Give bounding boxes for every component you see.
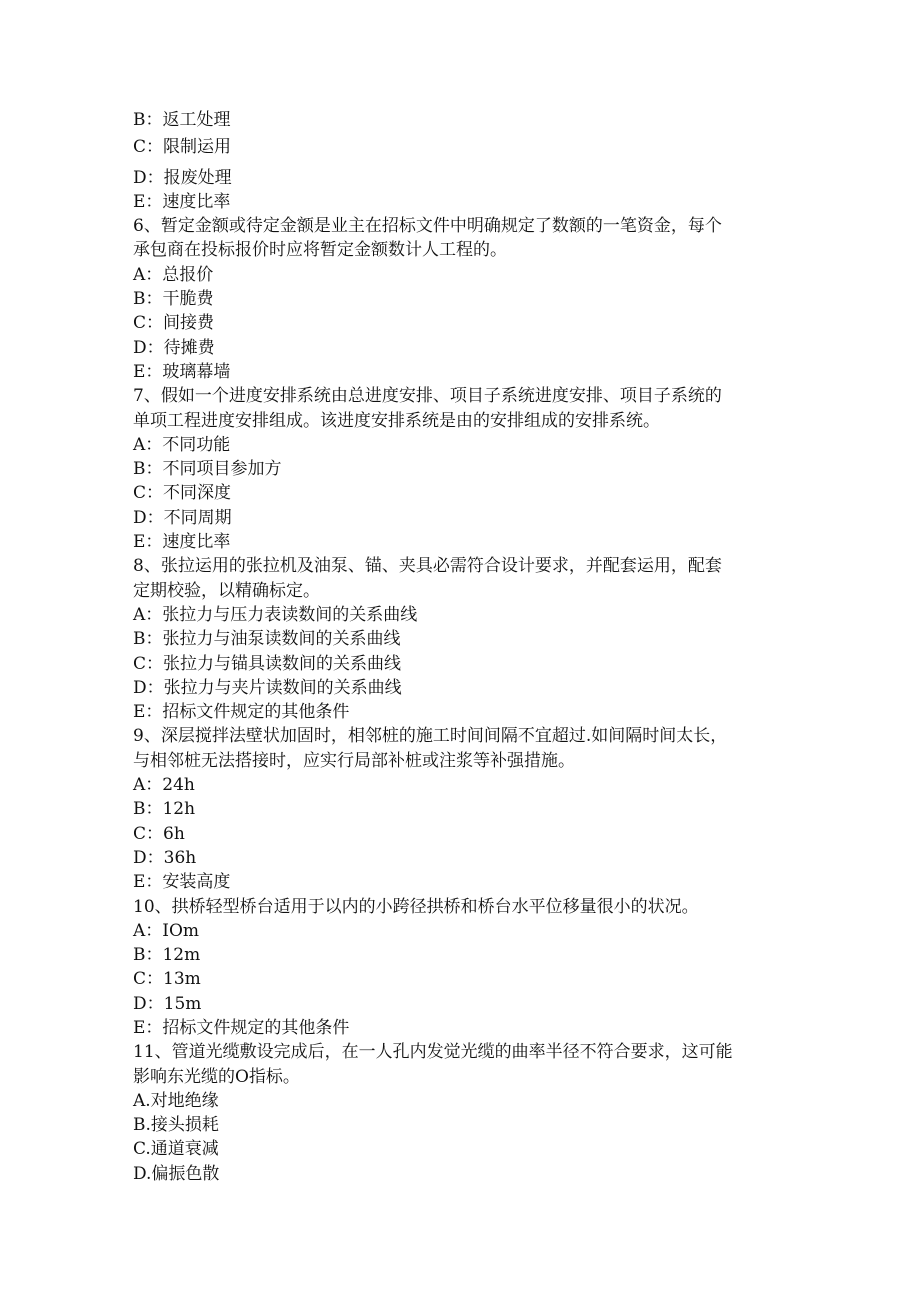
- option-e-q6: E：玻璃幕墙: [133, 361, 231, 382]
- option-b-q6: B：干脆费: [133, 289, 214, 310]
- option-d-q11: D.偏振色散: [133, 1163, 220, 1184]
- option-c-q8: C：张拉力与锚具读数间的关系曲线: [133, 653, 402, 674]
- question-6-line-2: 承包商在投标报价时应将暂定金额数计人工程的。: [133, 240, 507, 261]
- document-page: [133, 108, 793, 1186]
- option-b-q7: B：不同项目参加方: [133, 459, 282, 480]
- option-b-q11: B.接头损耗: [133, 1115, 219, 1136]
- option-e-q10: E：招标文件规定的其他条件: [133, 1017, 350, 1038]
- option-a-q10: A：IOm: [133, 920, 200, 941]
- option-d-q10: D：15m: [133, 993, 202, 1014]
- question-11-line-1: 11、管道光缆敷设完成后，在一人孔内发觉光缆的曲率半径不符合要求，这可能: [133, 1042, 733, 1063]
- question-11-line-2: 影响东光缆的O指标。: [133, 1066, 300, 1087]
- option-b-q9: B：12h: [133, 799, 196, 820]
- option-e-q7: E：速度比率: [133, 532, 231, 553]
- option-a-q11: A.对地绝缘: [133, 1090, 219, 1111]
- option-c-q7: C：不同深度: [133, 483, 232, 504]
- option-c-q9: C：6h: [133, 823, 185, 844]
- question-10-line-1: 10、拱桥轻型桥台适用于以内的小跨径拱桥和桥台水平位移量很小的状况。: [133, 896, 699, 917]
- option-a-q9: A：24h: [133, 775, 195, 796]
- option-d-q8: D：张拉力与夹片读数间的关系曲线: [133, 677, 402, 698]
- option-d-q9: D：36h: [133, 847, 197, 868]
- option-c-q6: C：间接费: [133, 313, 215, 334]
- option-d-q6: D：待摊费: [133, 337, 215, 358]
- question-8-line-2: 定期校验，以精确标定。: [133, 580, 320, 601]
- option-e-q5: E：速度比率: [133, 191, 231, 212]
- option-b-q8: B：张拉力与油泵读数间的关系曲线: [133, 629, 401, 650]
- option-e-q8: E：招标文件规定的其他条件: [133, 702, 350, 723]
- option-a-q7: A：不同功能: [133, 434, 231, 455]
- option-a-q8: A：张拉力与压力表读数间的关系曲线: [133, 604, 418, 625]
- option-a-q6: A：总报价: [133, 264, 214, 285]
- option-e-q9: E：安装高度: [133, 872, 231, 893]
- option-d-q5: D：报废处理: [133, 167, 232, 188]
- question-7-line-2: 单项工程进度安排组成。该进度安排系统是由的安排组成的安排系统。: [133, 410, 660, 431]
- question-7-line-1: 7、假如一个进度安排系统由总进度安排、项目子系统进度安排、项目子系统的: [133, 386, 722, 407]
- option-c-q5: C：限制运用: [133, 137, 232, 158]
- option-b-q10: B：12m: [133, 945, 201, 966]
- option-c-q11: C.通道衰减: [133, 1139, 219, 1160]
- option-d-q7: D：不同周期: [133, 507, 232, 528]
- question-6-line-1: 6、暂定金额或待定金额是业主在招标文件中明确规定了数额的一笔资金，每个: [133, 216, 722, 237]
- question-9-line-1: 9、深层搅拌法壁状加固时，相邻桩的施工时间间隔不宜超过.如间隔时间太长，: [133, 726, 728, 747]
- option-b-q5: B：返工处理: [133, 110, 231, 130]
- option-c-q10: C：13m: [133, 969, 201, 990]
- question-9-line-2: 与相邻桩无法搭接时，应实行局部补桩或注浆等补强措施。: [133, 750, 575, 771]
- question-8-line-1: 8、张拉运用的张拉机及油泵、锚、夹具必需符合设计要求，并配套运用，配套: [133, 556, 722, 577]
